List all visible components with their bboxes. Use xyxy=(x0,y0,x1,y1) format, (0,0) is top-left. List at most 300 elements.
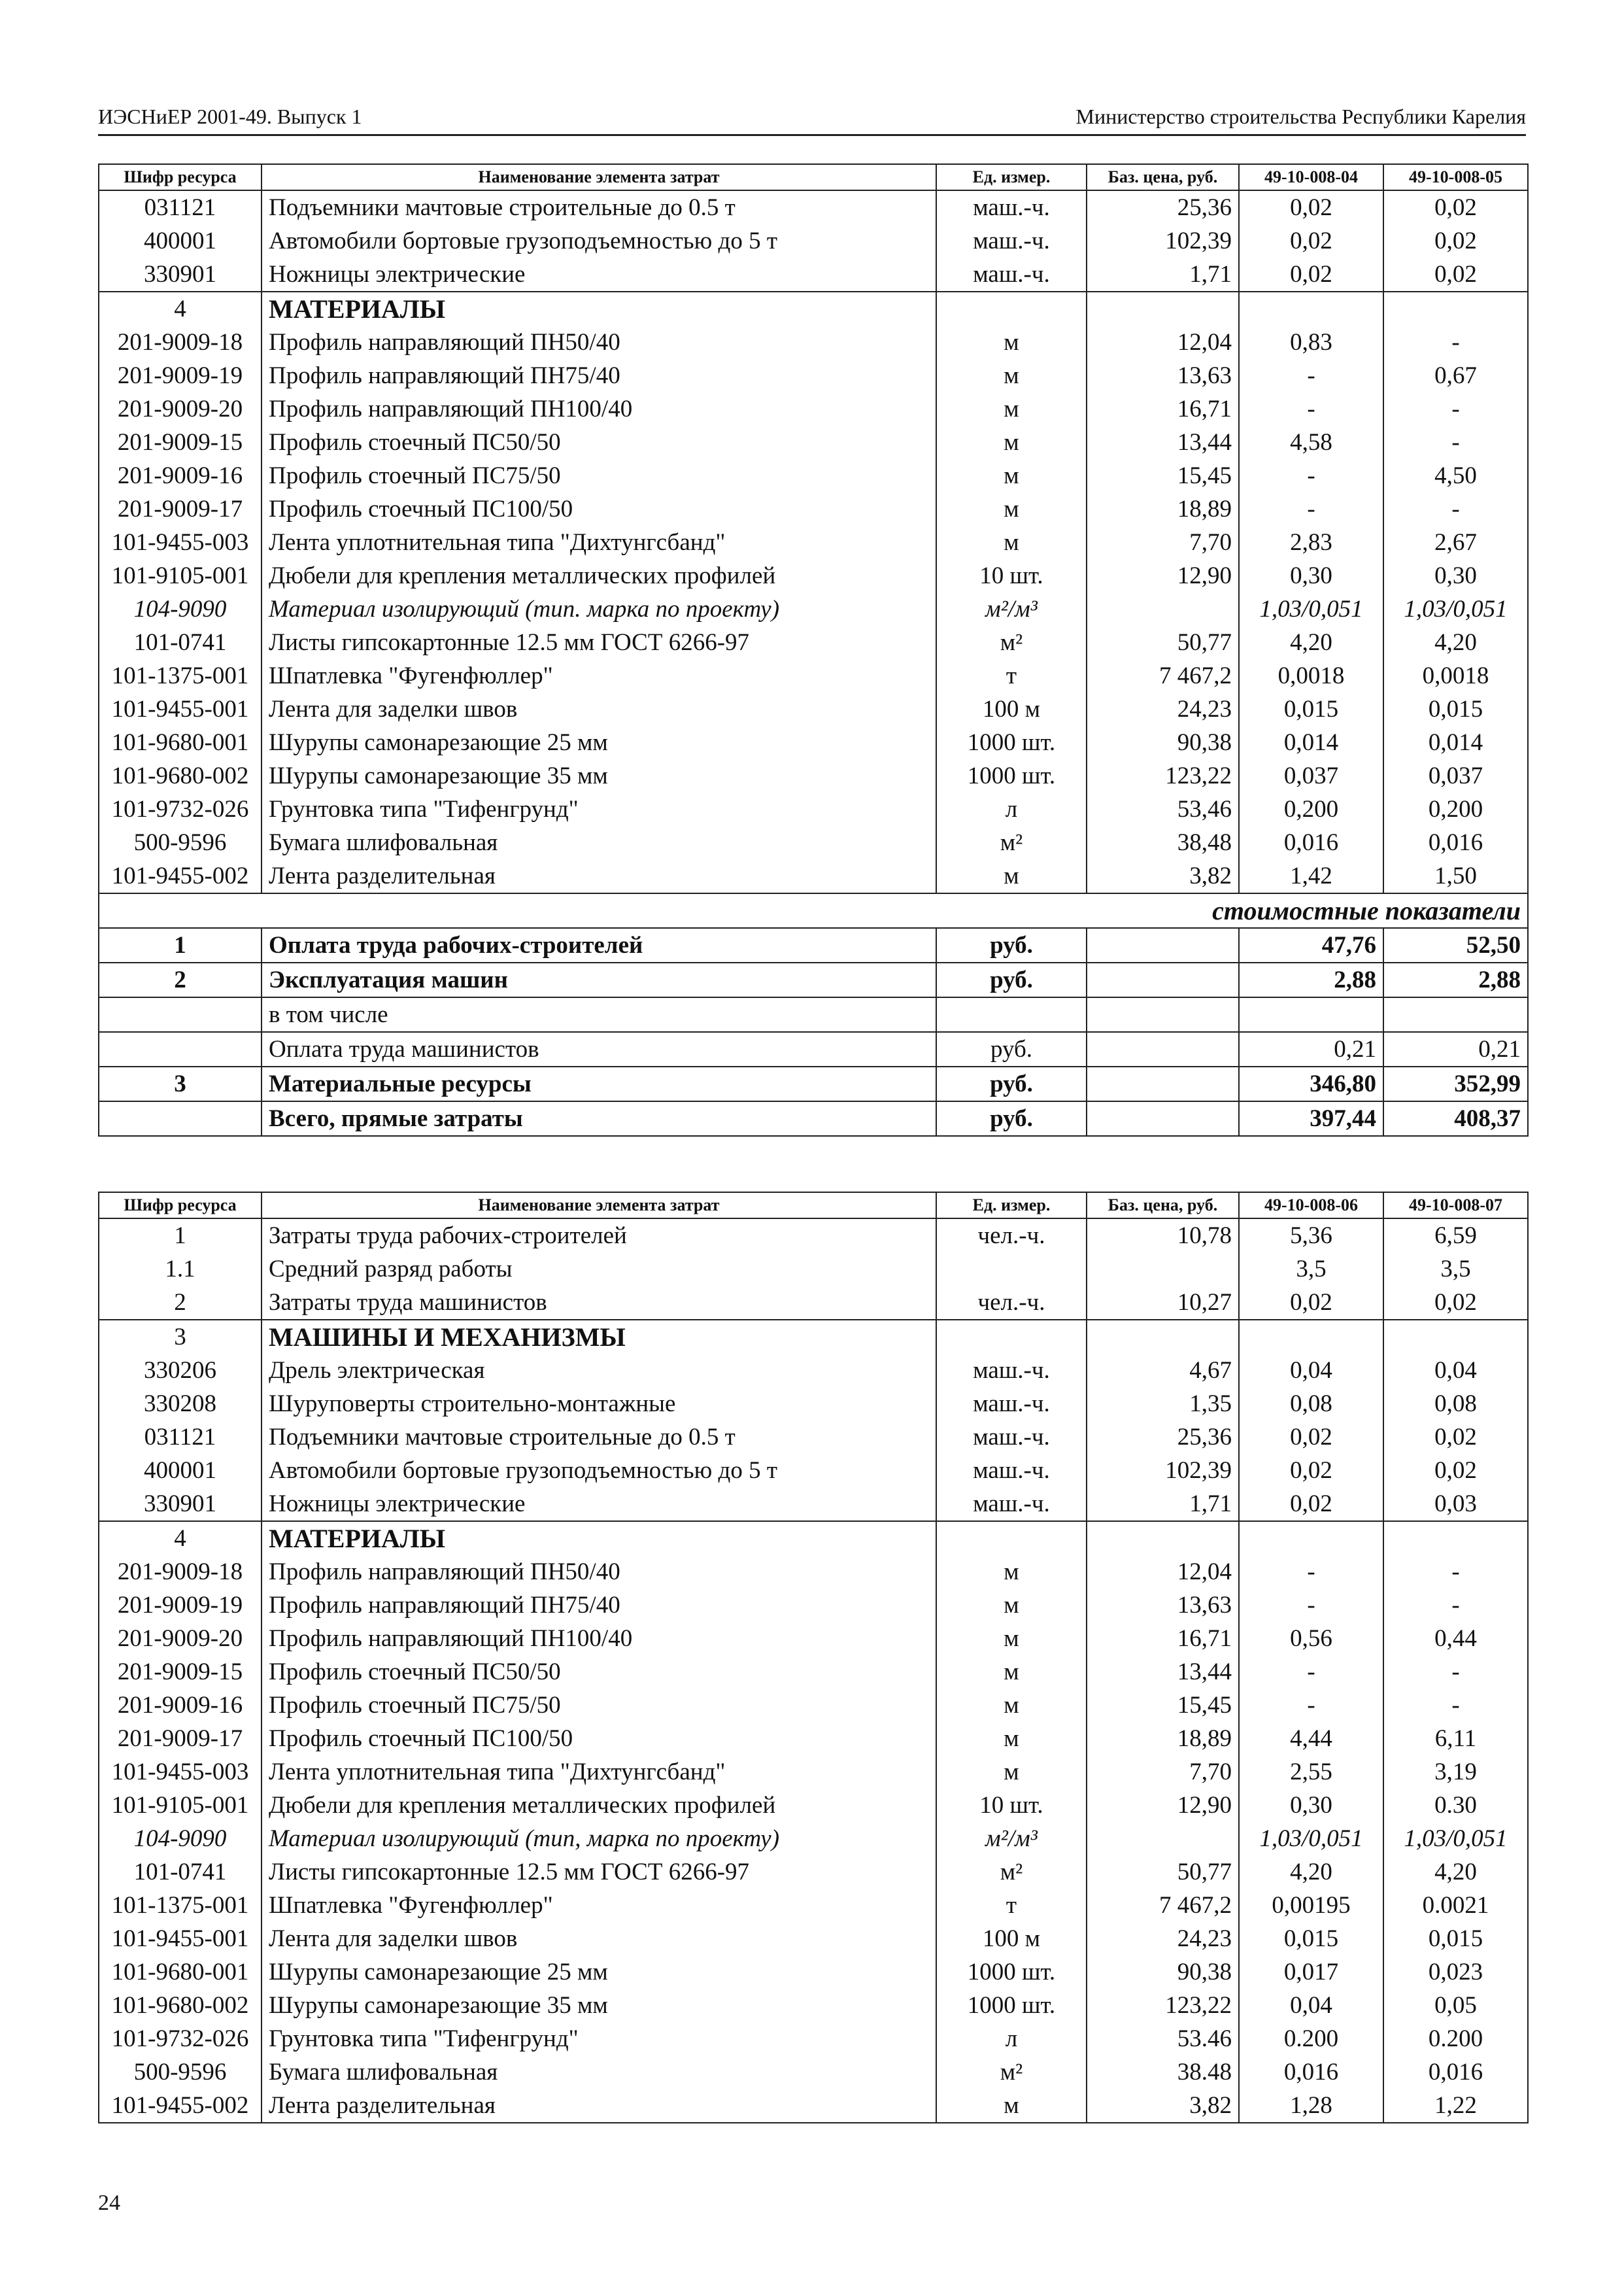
unit-cell: маш.-ч. xyxy=(936,224,1087,258)
resource-code-cell: 201-9009-15 xyxy=(99,1655,262,1689)
resource-code-cell: 101-9732-026 xyxy=(99,2022,262,2055)
base-price-cell xyxy=(1087,1320,1239,1354)
base-price-cell: 7 467,2 xyxy=(1087,659,1239,693)
table-row xyxy=(99,1855,1528,1889)
norm-value-cell xyxy=(1383,1320,1528,1354)
cost-item-name-cell: Листы гипсокартонные 12.5 мм ГОСТ 6266-97 xyxy=(262,1855,936,1889)
norm-value-cell: - xyxy=(1239,1589,1383,1622)
cost-item-name-cell: МАТЕРИАЛЫ xyxy=(262,1521,936,1555)
table-row xyxy=(99,1387,1528,1420)
base-price-cell: 50,77 xyxy=(1087,1855,1239,1889)
norm-value-cell: - xyxy=(1383,1655,1528,1689)
base-price-cell xyxy=(1087,928,1239,963)
norm-value-cell: 0,67 xyxy=(1383,359,1528,392)
base-price-cell: 4,67 xyxy=(1087,1354,1239,1387)
norm-value-cell: 0,0018 xyxy=(1239,659,1383,693)
resource-code-cell: 201-9009-20 xyxy=(99,1622,262,1655)
cost-item-name-cell: Шурупы самонарезающие 25 мм xyxy=(262,1955,936,1989)
norm-value-cell: 0,016 xyxy=(1239,2055,1383,2089)
base-price-cell: 102,39 xyxy=(1087,1454,1239,1487)
norm-value-cell: 47,76 xyxy=(1239,928,1383,963)
resource-code-cell: 500-9596 xyxy=(99,2055,262,2089)
norm-value-cell: 0,017 xyxy=(1239,1955,1383,1989)
norm-value-cell: - xyxy=(1239,1689,1383,1722)
table-row xyxy=(99,1655,1528,1689)
base-price-cell: 90,38 xyxy=(1087,1955,1239,1989)
summary-row xyxy=(99,928,1528,963)
table-row xyxy=(99,1789,1528,1822)
table-row xyxy=(99,1755,1528,1789)
table-header xyxy=(99,1192,1528,1218)
cost-item-name-cell: Шпатлевка "Фугенфюллер" xyxy=(262,659,936,693)
unit-cell: 1000 шт. xyxy=(936,759,1087,793)
resource-code-cell: 1.1 xyxy=(99,1252,262,1286)
column-header: Шифр ресурса xyxy=(99,164,262,190)
cost-indicators-caption: стоимостные показатели xyxy=(99,893,1528,928)
norm-value-cell: 0,02 xyxy=(1239,224,1383,258)
base-price-cell xyxy=(1087,963,1239,997)
norm-value-cell: 0,02 xyxy=(1383,190,1528,224)
resource-code-cell: 201-9009-16 xyxy=(99,1689,262,1722)
resource-code-cell: 201-9009-16 xyxy=(99,459,262,492)
table-row xyxy=(99,2089,1528,2123)
norm-value-cell: 0,02 xyxy=(1383,224,1528,258)
unit-cell: т xyxy=(936,659,1087,693)
unit-cell: м xyxy=(936,1722,1087,1755)
cost-item-name-cell: Бумага шлифовальная xyxy=(262,826,936,859)
unit-cell: руб. xyxy=(936,928,1087,963)
resource-code-cell: 330206 xyxy=(99,1354,262,1387)
unit-cell: м² xyxy=(936,1855,1087,1889)
cost-item-name-cell: Профиль стоечный ПС50/50 xyxy=(262,426,936,459)
cost-item-name-cell: Лента уплотнительная типа "Дихтунгсбанд" xyxy=(262,526,936,559)
norm-value-cell: - xyxy=(1239,1655,1383,1689)
resource-code-cell: 101-9680-001 xyxy=(99,1955,262,1989)
norm-value-cell: 0,02 xyxy=(1239,258,1383,292)
table-row xyxy=(99,1989,1528,2022)
table-row xyxy=(99,559,1528,593)
norm-value-cell: 0,56 xyxy=(1239,1622,1383,1655)
norm-value-cell: 2,67 xyxy=(1383,526,1528,559)
norm-value-cell: 3,19 xyxy=(1383,1755,1528,1789)
norm-value-cell: - xyxy=(1383,1689,1528,1722)
unit-cell xyxy=(936,292,1087,326)
cost-item-name-cell: Лента для заделки швов xyxy=(262,693,936,726)
column-header: Ед. измер. xyxy=(936,164,1087,190)
resource-code-cell: 101-9680-002 xyxy=(99,1989,262,2022)
base-price-cell: 90,38 xyxy=(1087,726,1239,759)
table-row xyxy=(99,326,1528,359)
table-row xyxy=(99,2022,1528,2055)
cost-item-name-cell: Профиль направляющий ПН75/40 xyxy=(262,1589,936,1622)
unit-cell: руб. xyxy=(936,1067,1087,1101)
unit-cell: м² xyxy=(936,2055,1087,2089)
base-price-cell: 10,27 xyxy=(1087,1286,1239,1320)
table-row xyxy=(99,1354,1528,1387)
resource-code-cell: 101-9455-002 xyxy=(99,859,262,893)
norm-value-cell: 0,30 xyxy=(1239,559,1383,593)
resource-code-cell: 101-9105-001 xyxy=(99,559,262,593)
unit-cell xyxy=(936,1320,1087,1354)
cost-item-name-cell: Подъемники мачтовые строительные до 0.5 т xyxy=(262,190,936,224)
column-header: 49-10-008-04 xyxy=(1239,164,1383,190)
cost-item-name-cell: Материал изолирующий (тип. марка по проекту) xyxy=(262,593,936,626)
table-row xyxy=(99,626,1528,659)
resource-code-cell: 101-9455-001 xyxy=(99,1922,262,1955)
resource-code-cell: 400001 xyxy=(99,1454,262,1487)
table-row xyxy=(99,859,1528,893)
norm-value-cell: 0,02 xyxy=(1239,1286,1383,1320)
norm-value-cell: 346,80 xyxy=(1239,1067,1383,1101)
base-price-cell: 13,44 xyxy=(1087,1655,1239,1689)
base-price-cell xyxy=(1087,1067,1239,1101)
unit-cell: маш.-ч. xyxy=(936,1454,1087,1487)
base-price-cell: 12,04 xyxy=(1087,1555,1239,1589)
norm-value-cell: - xyxy=(1239,359,1383,392)
base-price-cell: 12,90 xyxy=(1087,559,1239,593)
norm-value-cell: 0.0021 xyxy=(1383,1889,1528,1922)
unit-cell: руб. xyxy=(936,1032,1087,1067)
table-row xyxy=(99,693,1528,726)
resource-code-cell: 104-9090 xyxy=(99,593,262,626)
norm-value-cell: 2,83 xyxy=(1239,526,1383,559)
base-price-cell: 15,45 xyxy=(1087,1689,1239,1722)
norm-value-cell: 0,02 xyxy=(1239,1454,1383,1487)
cost-item-name-cell: Затраты труда машинистов xyxy=(262,1286,936,1320)
norm-value-cell: 1,22 xyxy=(1383,2089,1528,2123)
norm-value-cell: 0,016 xyxy=(1383,826,1528,859)
table-row xyxy=(99,1286,1528,1320)
norm-value-cell: 1,03/0,051 xyxy=(1383,593,1528,626)
ministry-name: Министерство строительства Республики Карелия xyxy=(1075,105,1526,128)
column-header: Баз. цена, руб. xyxy=(1087,1192,1239,1218)
norm-value-cell: - xyxy=(1383,392,1528,426)
summary-row xyxy=(99,963,1528,997)
base-price-cell: 123,22 xyxy=(1087,1989,1239,2022)
resource-code-cell: 101-9455-003 xyxy=(99,1755,262,1789)
cost-item-name-cell: Профиль направляющий ПН100/40 xyxy=(262,1622,936,1655)
norm-value-cell: 6,11 xyxy=(1383,1722,1528,1755)
cost-item-name-cell: Профиль направляющий ПН75/40 xyxy=(262,359,936,392)
cost-item-name-cell: Шуруповерты строительно-монтажные xyxy=(262,1387,936,1420)
cost-item-name-cell: Шурупы самонарезающие 35 мм xyxy=(262,759,936,793)
cost-item-name-cell: Ножницы электрические xyxy=(262,258,936,292)
norm-value-cell: - xyxy=(1383,326,1528,359)
norm-value-cell xyxy=(1239,1521,1383,1555)
norm-value-cell: 0,21 xyxy=(1383,1032,1528,1067)
table-row xyxy=(99,526,1528,559)
norm-value-cell xyxy=(1383,1521,1528,1555)
table-row xyxy=(99,1822,1528,1855)
base-price-cell: 3,82 xyxy=(1087,2089,1239,2123)
base-price-cell: 53,46 xyxy=(1087,793,1239,826)
resource-code-cell: 330901 xyxy=(99,1487,262,1521)
cost-item-name-cell: Подъемники мачтовые строительные до 0.5 т xyxy=(262,1420,936,1454)
norm-value-cell: 0,00195 xyxy=(1239,1889,1383,1922)
base-price-cell xyxy=(1087,1101,1239,1136)
norm-value-cell: - xyxy=(1239,1555,1383,1589)
norm-value-cell: 4,50 xyxy=(1383,459,1528,492)
table-row xyxy=(99,1454,1528,1487)
norm-value-cell xyxy=(1239,292,1383,326)
norm-value-cell: 1,03/0,051 xyxy=(1239,593,1383,626)
cost-item-name-cell: МАШИНЫ И МЕХАНИЗМЫ xyxy=(262,1320,936,1354)
table-row xyxy=(99,826,1528,859)
norm-value-cell: 0,016 xyxy=(1383,2055,1528,2089)
unit-cell: 10 шт. xyxy=(936,559,1087,593)
section-row xyxy=(99,1521,1528,1555)
resource-code-cell: 101-9455-003 xyxy=(99,526,262,559)
table-row xyxy=(99,1555,1528,1589)
unit-cell: м²/м³ xyxy=(936,1822,1087,1855)
cost-item-name-cell: Ножницы электрические xyxy=(262,1487,936,1521)
resource-code-cell: 2 xyxy=(99,1286,262,1320)
cost-item-name-cell: Оплата труда машинистов xyxy=(262,1032,936,1067)
norm-value-cell: 0,023 xyxy=(1383,1955,1528,1989)
resource-code-cell: 500-9596 xyxy=(99,826,262,859)
unit-cell: м² xyxy=(936,626,1087,659)
table-row xyxy=(99,459,1528,492)
resource-code-cell xyxy=(99,1032,262,1067)
norm-value-cell: - xyxy=(1239,459,1383,492)
norm-value-cell: 0,30 xyxy=(1383,559,1528,593)
cost-item-name-cell: Лента разделительная xyxy=(262,2089,936,2123)
norm-value-cell: - xyxy=(1383,492,1528,526)
cost-item-name-cell: Лента разделительная xyxy=(262,859,936,893)
resource-code-cell: 101-0741 xyxy=(99,626,262,659)
resource-code-cell: 3 xyxy=(99,1320,262,1354)
unit-cell: 100 м xyxy=(936,1922,1087,1955)
base-price-cell: 3,82 xyxy=(1087,859,1239,893)
norm-value-cell: 397,44 xyxy=(1239,1101,1383,1136)
column-header: Шифр ресурса xyxy=(99,1192,262,1218)
norm-value-cell: 1,28 xyxy=(1239,2089,1383,2123)
resource-code-cell xyxy=(99,1101,262,1136)
norm-value-cell: - xyxy=(1239,492,1383,526)
table-header xyxy=(99,164,1528,190)
norm-value-cell: 1,50 xyxy=(1383,859,1528,893)
resource-code-cell: 4 xyxy=(99,292,262,326)
unit-cell: м xyxy=(936,426,1087,459)
base-price-cell: 38,48 xyxy=(1087,826,1239,859)
resource-code-cell: 101-9455-001 xyxy=(99,693,262,726)
base-price-cell: 18,89 xyxy=(1087,1722,1239,1755)
norm-value-cell: 0.200 xyxy=(1239,2022,1383,2055)
base-price-cell: 12,04 xyxy=(1087,326,1239,359)
unit-cell: 100 м xyxy=(936,693,1087,726)
summary-row xyxy=(99,1067,1528,1101)
base-price-cell: 1,71 xyxy=(1087,1487,1239,1521)
base-price-cell: 7,70 xyxy=(1087,526,1239,559)
resource-code-cell: 1 xyxy=(99,1218,262,1252)
table-row xyxy=(99,659,1528,693)
norm-value-cell: 0,014 xyxy=(1239,726,1383,759)
unit-cell xyxy=(936,1252,1087,1286)
table-row xyxy=(99,359,1528,392)
base-price-cell: 10,78 xyxy=(1087,1218,1239,1252)
norm-value-cell xyxy=(1383,292,1528,326)
norm-value-cell: 0,04 xyxy=(1239,1989,1383,2022)
resource-code-cell: 201-9009-17 xyxy=(99,492,262,526)
norm-value-cell: 4,20 xyxy=(1383,1855,1528,1889)
cost-item-name-cell: Шурупы самонарезающие 35 мм xyxy=(262,1989,936,2022)
cost-item-name-cell: Шпатлевка "Фугенфюллер" xyxy=(262,1889,936,1922)
resource-code-cell: 2 xyxy=(99,963,262,997)
norm-value-cell: 0,02 xyxy=(1239,1420,1383,1454)
cost-item-name-cell: в том числе xyxy=(262,997,936,1032)
resource-code-cell: 101-9732-026 xyxy=(99,793,262,826)
base-price-cell: 18,89 xyxy=(1087,492,1239,526)
norm-value-cell: 0,02 xyxy=(1383,258,1528,292)
norm-value-cell: 52,50 xyxy=(1383,928,1528,963)
resource-code-cell: 031121 xyxy=(99,1420,262,1454)
unit-cell xyxy=(936,997,1087,1032)
table-row xyxy=(99,1922,1528,1955)
norm-value-cell: 352,99 xyxy=(1383,1067,1528,1101)
base-price-cell: 1,35 xyxy=(1087,1387,1239,1420)
norm-value-cell: 0,016 xyxy=(1239,826,1383,859)
base-price-cell xyxy=(1087,1521,1239,1555)
norm-value-cell: 0,02 xyxy=(1383,1286,1528,1320)
unit-cell: 1000 шт. xyxy=(936,1989,1087,2022)
summary-row xyxy=(99,1032,1528,1067)
norm-value-cell: 0.200 xyxy=(1383,2022,1528,2055)
resource-code-cell: 330208 xyxy=(99,1387,262,1420)
cost-item-name-cell: Дюбели для крепления металлических профилей xyxy=(262,559,936,593)
base-price-cell: 7,70 xyxy=(1087,1755,1239,1789)
column-header: 49-10-008-07 xyxy=(1383,1192,1528,1218)
unit-cell: м²/м³ xyxy=(936,593,1087,626)
resource-code-cell: 4 xyxy=(99,1521,262,1555)
resource-code-cell: 1 xyxy=(99,928,262,963)
norm-value-cell: 0,02 xyxy=(1383,1420,1528,1454)
unit-cell: м xyxy=(936,492,1087,526)
norm-value-cell: 0,015 xyxy=(1383,693,1528,726)
base-price-cell xyxy=(1087,1822,1239,1855)
header-rule xyxy=(98,134,1526,136)
resource-code-cell: 201-9009-19 xyxy=(99,359,262,392)
table-row xyxy=(99,2055,1528,2089)
column-header: Наименование элемента затрат xyxy=(262,1192,936,1218)
table-row xyxy=(99,1487,1528,1521)
resource-code-cell: 201-9009-17 xyxy=(99,1722,262,1755)
norm-value-cell: 2,88 xyxy=(1383,963,1528,997)
table-row xyxy=(99,492,1528,526)
unit-cell: м xyxy=(936,1655,1087,1689)
table-row xyxy=(99,392,1528,426)
norm-value-cell xyxy=(1239,997,1383,1032)
table-row xyxy=(99,1889,1528,1922)
norm-value-cell: 5,36 xyxy=(1239,1218,1383,1252)
norm-value-cell: 0,21 xyxy=(1239,1032,1383,1067)
unit-cell: 1000 шт. xyxy=(936,726,1087,759)
unit-cell: м xyxy=(936,359,1087,392)
norm-value-cell xyxy=(1383,997,1528,1032)
base-price-cell xyxy=(1087,593,1239,626)
unit-cell: руб. xyxy=(936,963,1087,997)
norm-value-cell: 0,02 xyxy=(1239,190,1383,224)
norm-value-cell: 4,20 xyxy=(1239,1855,1383,1889)
norm-value-cell: 408,37 xyxy=(1383,1101,1528,1136)
norm-value-cell: 0,83 xyxy=(1239,326,1383,359)
cost-item-name-cell: Средний разряд работы xyxy=(262,1252,936,1286)
unit-cell: м xyxy=(936,2089,1087,2123)
cost-item-name-cell: Лента уплотнительная типа "Дихтунгсбанд" xyxy=(262,1755,936,1789)
unit-cell: м xyxy=(936,459,1087,492)
cost-item-name-cell: Дрель электрическая xyxy=(262,1354,936,1387)
unit-cell: маш.-ч. xyxy=(936,1354,1087,1387)
unit-cell: чел.-ч. xyxy=(936,1218,1087,1252)
base-price-cell: 1,71 xyxy=(1087,258,1239,292)
section-row xyxy=(99,292,1528,326)
unit-cell: м xyxy=(936,1622,1087,1655)
norm-value-cell: 0,08 xyxy=(1239,1387,1383,1420)
cost-item-name-cell: Профиль стоечный ПС75/50 xyxy=(262,1689,936,1722)
cost-item-name-cell: Затраты труда рабочих-строителей xyxy=(262,1218,936,1252)
resource-table-2 xyxy=(98,1192,1529,2123)
unit-cell: м xyxy=(936,326,1087,359)
base-price-cell: 15,45 xyxy=(1087,459,1239,492)
summary-row xyxy=(99,997,1528,1032)
base-price-cell: 7 467,2 xyxy=(1087,1889,1239,1922)
table-row xyxy=(99,224,1528,258)
norm-value-cell: 3,5 xyxy=(1239,1252,1383,1286)
base-price-cell: 16,71 xyxy=(1087,1622,1239,1655)
table-row xyxy=(99,1689,1528,1722)
unit-cell xyxy=(936,1521,1087,1555)
base-price-cell: 24,23 xyxy=(1087,1922,1239,1955)
base-price-cell: 38.48 xyxy=(1087,2055,1239,2089)
cost-item-name-cell: Профиль направляющий ПН50/40 xyxy=(262,1555,936,1589)
page-number: 24 xyxy=(98,2191,120,2215)
table-row xyxy=(99,1722,1528,1755)
unit-cell: м xyxy=(936,526,1087,559)
cost-item-name-cell: Грунтовка типа "Тифенгрунд" xyxy=(262,2022,936,2055)
unit-cell: 10 шт. xyxy=(936,1789,1087,1822)
section-row xyxy=(99,1320,1528,1354)
norm-value-cell: 4,58 xyxy=(1239,426,1383,459)
unit-cell: м xyxy=(936,1589,1087,1622)
resource-code-cell: 201-9009-15 xyxy=(99,426,262,459)
column-header: Ед. измер. xyxy=(936,1192,1087,1218)
cost-item-name-cell: Эксплуатация машин xyxy=(262,963,936,997)
cost-item-name-cell: Профиль стоечный ПС75/50 xyxy=(262,459,936,492)
unit-cell: руб. xyxy=(936,1101,1087,1136)
base-price-cell: 12,90 xyxy=(1087,1789,1239,1822)
cost-item-name-cell: МАТЕРИАЛЫ xyxy=(262,292,936,326)
unit-cell: м xyxy=(936,392,1087,426)
unit-cell: л xyxy=(936,2022,1087,2055)
norm-value-cell: 3,5 xyxy=(1383,1252,1528,1286)
norm-value-cell: 1,03/0,051 xyxy=(1383,1822,1528,1855)
cost-item-name-cell: Материальные ресурсы xyxy=(262,1067,936,1101)
resource-code-cell: 101-1375-001 xyxy=(99,659,262,693)
table-row xyxy=(99,1218,1528,1252)
resource-code-cell: 101-9680-002 xyxy=(99,759,262,793)
resource-code-cell: 400001 xyxy=(99,224,262,258)
cost-item-name-cell: Профиль стоечный ПС100/50 xyxy=(262,492,936,526)
norm-value-cell: 0,44 xyxy=(1383,1622,1528,1655)
norm-value-cell: - xyxy=(1383,1555,1528,1589)
cost-item-name-cell: Дюбели для крепления металлических профилей xyxy=(262,1789,936,1822)
cost-item-name-cell: Бумага шлифовальная xyxy=(262,2055,936,2089)
norm-value-cell: 4,20 xyxy=(1239,626,1383,659)
norm-value-cell: 0,04 xyxy=(1239,1354,1383,1387)
column-header: Баз. цена, руб. xyxy=(1087,164,1239,190)
unit-cell: маш.-ч. xyxy=(936,258,1087,292)
norm-value-cell: 0,05 xyxy=(1383,1989,1528,2022)
resource-code-cell: 101-9105-001 xyxy=(99,1789,262,1822)
